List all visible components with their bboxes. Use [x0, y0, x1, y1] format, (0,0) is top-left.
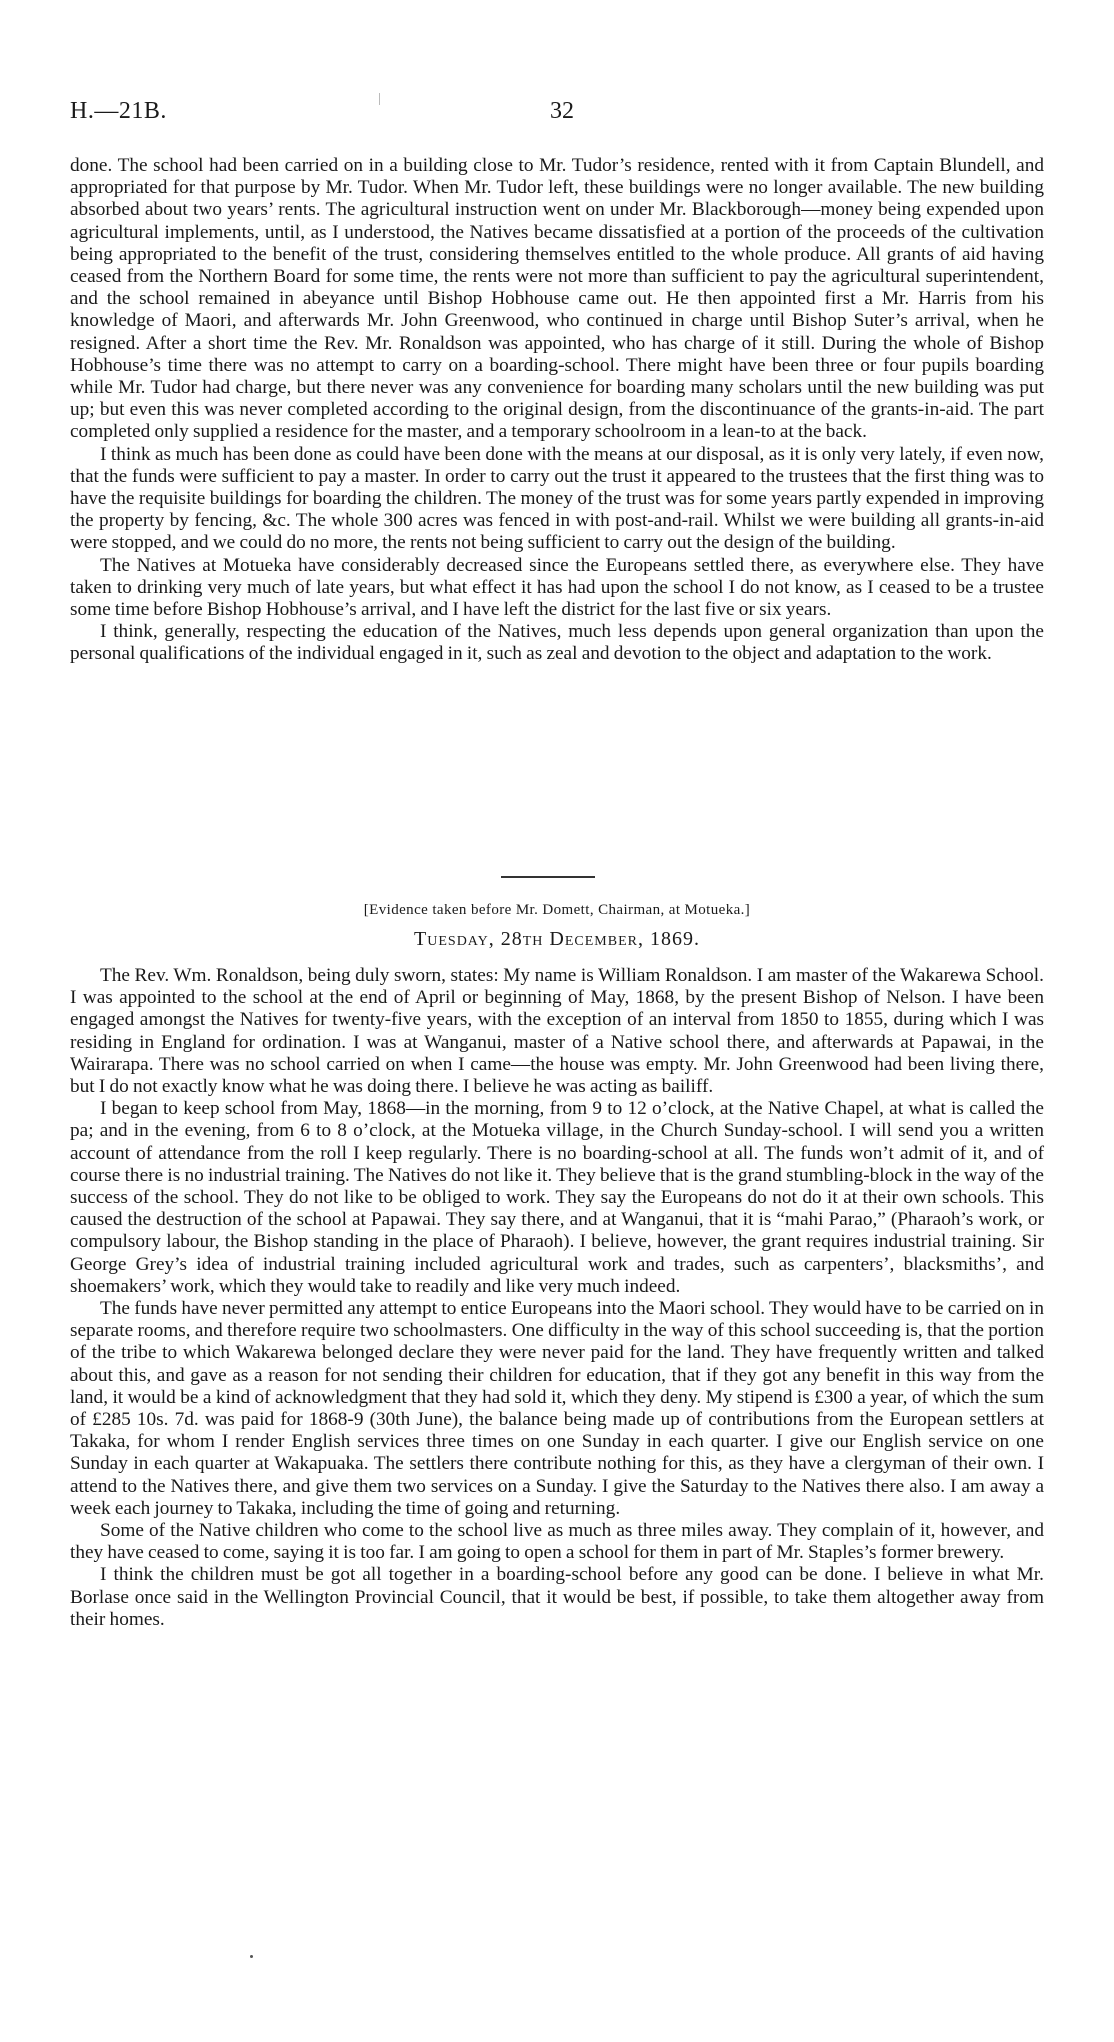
evidence-caption: [Evidence taken before Mr. Domett, Chairman, at Motueka.] [363, 902, 751, 918]
section-continued-evidence [70, 155, 1044, 666]
page-number: 32 [550, 98, 574, 124]
paragraph: I began to keep school from May, 1868—in the morning, from 9 to 12 o’clock, at the Native Chapel, at what is called the pa; and in the evening, from 6 to 8 o’clock, at the Motueka village, in the Church Sunday-school. I will send you a written account of attendance from the roll I keep regularly. There is no boarding-school at all. The funds won’t admit of it, and of course there is no industrial training. The Natives do not like it. They believe that is the grand stumbling-block in the way of the success of the school. They do not like to be obliged to work. They say the Europeans do not do it at their own schools. This caused the destruction of the school at Papawai. They say there, and at Wanganui, that it is “mahi Parao,” (Pharaoh’s work, or compulsory labour, the Bishop standing in the place of Pharaoh). I believe, however, the grant requires industrial training. Sir George Grey’s idea of industrial training included agricultural work and trades, such as carpenters’, blacksmiths’, and shoemakers’ work, which they would take to readily and like very much indeed. [70, 1098, 1044, 1297]
paragraph: The Rev. Wm. Ronaldson, being duly sworn, states: My name is William Ronaldson. I am master of the Wakarewa School. I was appointed to the school at the end of April or beginning of May, 1868, by the present Bishop of Nelson. I have been engaged amongst the Natives for twenty-five years, with the exception of an interval from 1850 to 1855, during which I was residing in England for ordination. I was at Wanganui, master of a Native school there, and afterwards at Papawai, in the Wairarapa. There was no school carried on when I came—the house was empty. Mr. John Greenwood had been living there, but I do not exactly know what he was doing there. I believe he was acting as bailiff. [70, 965, 1044, 1098]
paragraph: Some of the Native children who come to the school live as much as three miles away. They complain of it, however, and they have ceased to come, saying it is too far. I am going to open a school for them in part of Mr. Staples’s former brewery. [70, 1520, 1044, 1564]
section-ronaldson-evidence [70, 965, 1044, 1631]
paragraph: The Natives at Motueka have considerably decreased since the Europeans settled there, as everywhere else. They have taken to drinking very much of late years, but what effect it has had upon the school I do not know, as I ceased to be a trustee some time before Bishop Hobhouse’s arrival, and I have left the district for the last five or six years. [70, 554, 1044, 621]
paragraph: The funds have never permitted any attempt to entice Europeans into the Maori school. They would have to be carried on in separate rooms, and therefore require two schoolmasters. One difficulty in the way of this school succeeding is, that the portion of the tribe to which Wakarewa belonged declare they were never paid for the land. They have frequently written and talked about this, and gave as a reason for not sending their children for education, that if they got any benefit in this way from the land, it would be a kind of acknowledgment that they had sold it, which they deny. My stipend is £300 a year, of which the sum of £285 10s. 7d. was paid for 1868-9 (30th June), the balance being made up of contributions from the European settlers at Takaka, for whom I render English services three times on one Sunday in each quarter. I give our English service on one Sunday in each quarter at Wakapuaka. The settlers there contribute nothing for this, as they have a clergyman of their own. I attend to the Natives there, and give them two services on a Sunday. I give the Saturday to the Natives there also. I am away a week each journey to Takaka, including the time of going and returning. [70, 1298, 1044, 1519]
paragraph: I think as much has been done as could have been done with the means at our disposal, as it is only very lately, if even now, that the funds were sufficient to pay a master. In order to carry out the trust it appeared to the trustees that the first thing was to have the requisite buildings for boarding the children. The money of the trust was for some years partly expended in improving the property by fencing, &c. The whole 300 acres was fenced in with post-and-rail. Whilst we were building all grants-in-aid were stopped, and we could do no more, the rents not being sufficient to carry out the design of the building. [70, 443, 1044, 554]
paragraph: I think, generally, respecting the education of the Natives, much less depends upon general organization than upon the personal qualifications of the individual engaged in it, such as zeal and devotion to the object and adaptation to the work. [70, 621, 1044, 665]
scan-speck [250, 1955, 253, 1958]
document-reference: H.—21B. [70, 98, 167, 124]
paragraph: done. The school had been carried on in a building close to Mr. Tudor’s residence, rented with it from Captain Blundell, and appropriated for that purpose by Mr. Tudor. When Mr. Tudor left, these buildings were no longer available. The new building absorbed about two years’ rents. The agricultural instruction went on under Mr. Blackborough—money being expended upon agricultural implements, until, as I understood, the Natives became dissatisfied at a portion of the proceeds of the cultivation being appropriated to the benefit of the trust, considering themselves entitled to the whole produce. All grants of aid having ceased from the Northern Board for some time, the rents were not more than sufficient to pay the agricultural superintendent, and the school remained in abeyance until Bishop Hobhouse came out. He then appointed first a Mr. Harris from his knowledge of Maori, and afterwards Mr. John Greenwood, who continued in charge until Bishop Suter’s arrival, when he resigned. After a short time the Rev. Mr. Ronaldson was appointed, who has charge of it still. During the whole of Bishop Hobhouse’s time there was no attempt to carry on a boarding-school. There might have been three or four pupils boarding while Mr. Tudor had charge, but there never was any convenience for boarding many scholars until the new building was put up; but even this was never completed according to the original design, from the discontinuance of the grants-in-aid. The part completed only supplied a residence for the master, and a temporary schoolroom in a lean-to at the back. [70, 155, 1044, 443]
evidence-date: Tuesday, 28th December, 1869. [414, 928, 700, 950]
paragraph: I think the children must be got all together in a boarding-school before any good can be done. I believe in what Mr. Borlase once said in the Wellington Provincial Council, that it would be best, if possible, to take them altogether away from their homes. [70, 1564, 1044, 1630]
section-divider [501, 876, 595, 878]
page-header [70, 98, 1044, 134]
